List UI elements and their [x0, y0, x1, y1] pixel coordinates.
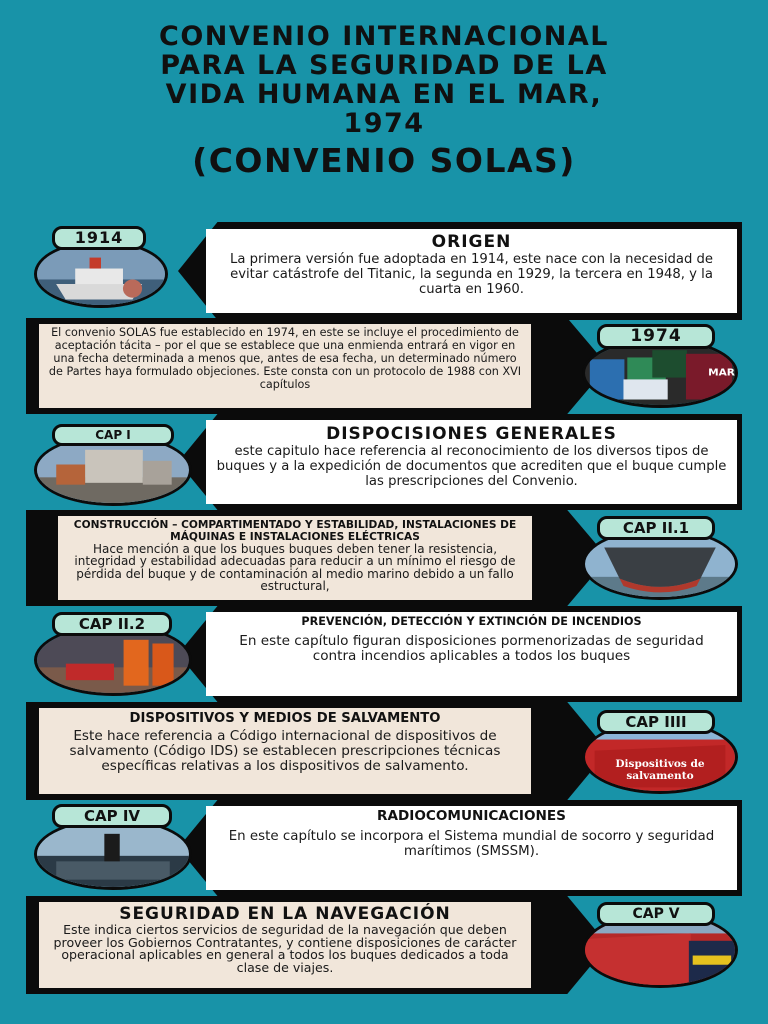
- label-1914: 1914: [52, 226, 146, 250]
- section-heading: SEGURIDAD EN LA NAVEGACIÓN: [119, 904, 451, 924]
- section-origen: [206, 229, 737, 313]
- section-heading: CONSTRUCCIÓN – COMPARTIMENTADO Y ESTABILIDAD, INSTALACIONES DE MÁQUINAS E INSTALACIONES ELÉCTRICAS: [73, 519, 517, 543]
- label-cap-i: CAP I: [52, 424, 174, 446]
- section-body: Hace mención a que los buques buques deben tener la resistencia, integridad y estabilidad adecuadas para reducir a un mínimo el riesgo de pérdida del buque y de contaminación al medio marino debido a un fallo estructural,: [74, 542, 516, 594]
- label-cap-iiii: CAP IIII: [597, 710, 715, 734]
- section-cap-i: [206, 420, 737, 504]
- section-body: Este indica ciertos servicios de seguridad de la navegación que deben proveer los Gobiernos Contratantes, y contiene disposiciones de carácter operacional aplicables en general a todos los buques dedicados a toda clase de viajes.: [53, 922, 517, 975]
- section-body: En este capítulo figuran disposiciones pormenorizadas de seguridad contra incendios aplicables a todos los buques: [239, 633, 704, 664]
- label-1974: 1974: [597, 324, 715, 349]
- title-line-4: 1974: [343, 108, 425, 139]
- section-cap-v: [39, 902, 531, 988]
- section-body: Este hace referencia a Código internacional de dispositivos de salvamento (Código IDS) se establecen prescripciones técnicas específicas relativas a los dispositivos de salvamento.: [69, 728, 501, 774]
- title-line-2: PARA LA SEGURIDAD DE LA: [160, 50, 608, 81]
- section-body: El convenio SOLAS fue establecido en 1974, en este se incluye el procedimiento de aceptación tácita – por el que se establece que una enmienda entrará en vigor en una fecha determinada a menos que, antes de esa fecha, un determinado número de Partes haya formulado objeciones. Este consta con un protocolo de 1988 con XVI capítulos: [48, 326, 522, 391]
- title-line-5: (CONVENIO SOLAS): [192, 141, 576, 180]
- section-heading: PREVENCIÓN, DETECCIÓN Y EXTINCIÓN DE INCENDIOS: [301, 615, 642, 628]
- section-body: En este capítulo se incorpora el Sistema mundial de socorro y seguridad marítimos (SMSSM).: [228, 829, 715, 859]
- section-cap-iiii: [39, 708, 531, 794]
- section-heading: ORIGEN: [431, 232, 512, 252]
- section-body: La primera versión fue adoptada en 1914, este nace con la necesidad de evitar catástrofe del Titanic, la segunda en 1929, la tercera en 1948, y la cuarta en 1960.: [229, 252, 714, 297]
- label-cap-iv: CAP IV: [52, 804, 172, 828]
- salvamento-text-1: Dispositivos de: [615, 758, 705, 771]
- section-heading: RADIOCOMUNICACIONES: [377, 808, 566, 824]
- title-line-3: VIDA HUMANA EN EL MAR,: [165, 79, 603, 110]
- page-title: [40, 22, 728, 182]
- section-body: este capitulo hace referencia al reconocimiento de los diversos tipos de buques y a la expedición de documentos que acrediten que el buque cumple las prescripciones del Convenio.: [216, 444, 727, 489]
- ship-photo: [34, 240, 168, 308]
- section-heading: DISPOSITIVOS Y MEDIOS DE SALVAMENTO: [129, 711, 441, 726]
- salvamento-text-2: salvamento: [626, 770, 694, 782]
- section-cap-ii-1: [58, 516, 532, 600]
- section-heading: DISPOCISIONES GENERALES: [326, 424, 617, 444]
- label-cap-ii-2: CAP II.2: [52, 612, 172, 636]
- section-cap-ii-2: [206, 612, 737, 696]
- radio-photo: [34, 818, 192, 890]
- label-cap-v: CAP V: [597, 902, 715, 926]
- title-line-1: CONVENIO INTERNACIONAL: [159, 21, 609, 52]
- book-mar-text: MAR: [708, 366, 735, 379]
- section-1974: [39, 324, 531, 408]
- label-cap-ii-1: CAP II.1: [597, 516, 715, 540]
- section-cap-iv: [206, 806, 737, 890]
